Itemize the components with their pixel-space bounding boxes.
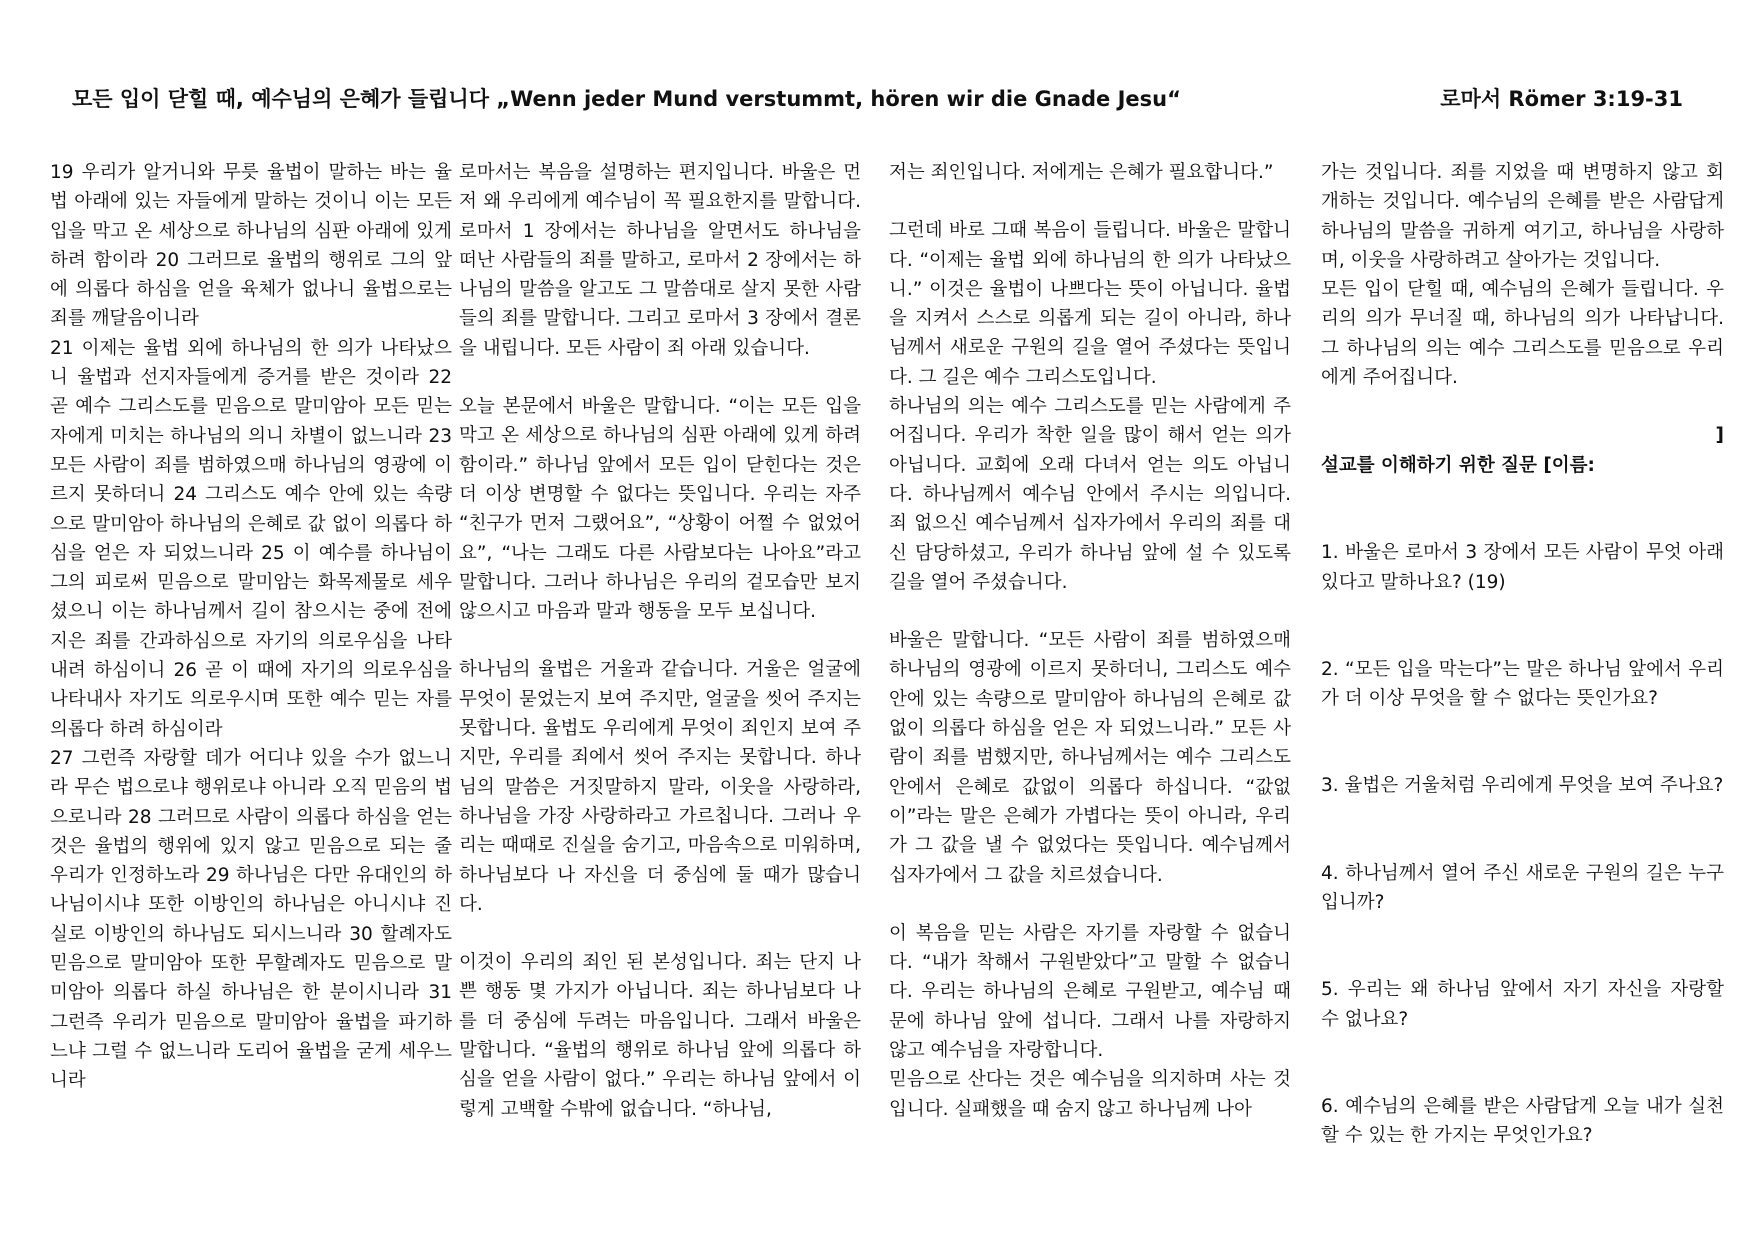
- paragraph-gap: [459, 626, 861, 655]
- question-item: 6. 예수님의 은혜를 받은 사람답게 오늘 내가 실천할 수 있는 한 가지는 무엇인가요?: [1321, 1095, 1724, 1147]
- question-item: 1. 바울은 로마서 3 장에서 모든 사람이 무엇 아래 있다고 말하나요? (19): [1321, 542, 1724, 593]
- sermon-paragraph: 바울은 말합니다. “모든 사람이 죄를 범하였으매 하나님의 영광에 이르지 못하더니, 그리스도 예수 안에 있는 속량으로 말미암아 하나님의 은혜로 값없이 의롭다 하심을 얻은 자 되었느니라.” 모든 사람이 죄를 범했지만, 하나님께서는 예수 그리스도 안에서 은혜로 값없이 의롭다 하십니다. “값없이”라는 말은 은혜가 가볍다는 뜻이 아니라, 우리가 그 값을 낼 수 없었다는 뜻입니다. 예수님께서 십자가에서 그 값을 치르셨습니다.: [889, 630, 1291, 886]
- paragraph-gap: [459, 363, 861, 392]
- scripture-column: [50, 158, 452, 1198]
- sermon-column-3: [1321, 158, 1724, 1198]
- sermon-paragraph: 모든 입이 닫힐 때, 예수님의 은혜가 들립니다. 우리의 의가 무너질 때, 하나님의 의가 나타납니다. 그 하나님의 의는 예수 그리스도를 믿음으로 우리에게 주어집니다.: [1321, 279, 1724, 389]
- paragraph-gap: [1321, 392, 1724, 421]
- scripture-paragraph: 21 이제는 율법 외에 하나님의 한 의가 나타났으니 율법과 선지자들에게 증거를 받은 것이라 22 곧 예수 그리스도를 믿음으로 말미암아 모든 믿는 자에게 미치는 하나님의 의니 차별이 없느니라 23 모든 사람이 죄를 범하였으매 하나님의 영광에 이르지 못하더니 24 그리스도 예수 안에 있는 속량으로 말미암아 하나님의 은혜로 값 없이 의롭다 하심을 얻은 자 되었느니라 25 이 예수를 하나님이 그의 피로써 믿음으로 말미암는 화목제물로 세우셨으니 이는 하나님께서 길이 참으시는 중에 전에 지은 죄를 간과하심으로 자기의 의로우심을 나타내려 하심이니 26 곧 이 때에 자기의 의로우심을 나타내사 자기도 의로우시며 또한 예수 믿는 자를 의롭다 하려 하심이라: [50, 337, 452, 740]
- sermon-paragraph: 로마서는 복음을 설명하는 편지입니다. 바울은 먼저 왜 우리에게 예수님이 꼭 필요한지를 말합니다. 로마서 1 장에서는 하나님을 알면서도 하나님을 떠난 사람들의 죄를 말하고, 로마서 2 장에서는 하나님의 말씀을 알고도 그 말씀대로 살지 못한 사람들의 죄를 말합니다. 그리고 로마서 3 장에서 결론을 내립니다. 모든 사람이 죄 아래 있습니다.: [459, 162, 861, 359]
- answer-space: [1321, 1034, 1724, 1092]
- answer-space: [1321, 801, 1724, 859]
- question-item: 2. “모든 입을 막는다”는 말은 하나님 앞에서 우리가 더 이상 무엇을 할 수 없다는 뜻인가요?: [1321, 658, 1724, 710]
- question-item: 5. 우리는 왜 하나님 앞에서 자기 자신을 자랑할 수 없나요?: [1321, 979, 1724, 1030]
- paragraph-gap: [889, 890, 1291, 919]
- answer-space: [1321, 597, 1724, 655]
- scripture-reference: 로마서 Römer 3:19-31: [1440, 87, 1683, 111]
- sermon-column-1: [459, 158, 861, 1198]
- sermon-paragraph: 저는 죄인입니다. 저에게는 은혜가 필요합니다.”: [889, 162, 1274, 183]
- paragraph-gap: [459, 919, 861, 948]
- sermon-paragraph: 가는 것입니다. 죄를 지었을 때 변명하지 않고 회개하는 것입니다. 예수님의 은혜를 받은 사람답게 하나님의 말씀을 귀하게 여기고, 하나님을 사랑하며, 이웃을 사랑하려고 살아가는 것입니다.: [1321, 162, 1724, 271]
- sermon-paragraph: 오늘 본문에서 바울은 말합니다. “이는 모든 입을 막고 온 세상으로 하나님의 심판 아래에 있게 하려 함이라.” 하나님 앞에서 모든 입이 닫힌다는 것은 더 이상 변명할 수 없다는 뜻입니다. 우리는 자주 “친구가 먼저 그랬어요”, “상황이 어쩔 수 없었어요”, “나는 그래도 다른 사람보다는 나아요”라고 말합니다. 그러나 하나님은 우리의 겉모습만 보지 않으시고 마음과 말과 행동을 모두 보십니다.: [459, 396, 861, 623]
- paragraph-gap: [1321, 509, 1724, 538]
- name-bracket-end: ]: [1715, 425, 1724, 447]
- page-header: [72, 84, 1683, 114]
- paragraph-gap: [889, 187, 1291, 216]
- sermon-paragraph: 하나님의 율법은 거울과 같습니다. 거울은 얼굴에 무엇이 묻었는지 보여 주지만, 얼굴을 씻어 주지는 못합니다. 율법도 우리에게 무엇이 죄인지 보여 주지만, 우리를 죄에서 씻어 주지는 못합니다. 하나님의 말씀은 거짓말하지 말라, 이웃을 사랑하라, 하나님을 가장 사랑하라고 가르칩니다. 그러나 우리는 때때로 진실을 숨기고, 마음속으로 미워하며, 하나님보다 나 자신을 더 중심에 둘 때가 많습니다.: [459, 659, 861, 915]
- scripture-paragraph: 27 그런즉 자랑할 데가 어디냐 있을 수가 없느니라 무슨 법으로냐 행위로냐 아니라 오직 믿음의 법으로니라 28 그러므로 사람이 의롭다 하심을 얻는 것은 율법의 행위에 있지 않고 믿음으로 되는 줄 우리가 인정하노라 29 하나님은 다만 유대인의 하나님이시냐 또한 이방인의 하나님은 아니시냐 진실로 이방인의 하나님도 되시느니라 30 할례자도 믿음으로 말미암아 또한 무할례자도 믿음으로 말미암아 의롭다 하실 하나님은 한 분이시니라 31 그런즉 우리가 믿음으로 말미암아 율법을 파기하느냐 그럴 수 없느니라 도리어 율법을 굳게 세우느니라: [50, 747, 452, 1092]
- sermon-paragraph: 이 복음을 믿는 사람은 자기를 자랑할 수 없습니다. “내가 착해서 구원받았다”고 말할 수 없습니다. 우리는 하나님의 은혜로 구원받고, 예수님 때문에 하나님 앞에 섭니다. 그래서 나를 자랑하지 않고 예수님을 자랑합니다.: [889, 922, 1291, 1062]
- question-item: 4. 하나님께서 열어 주신 새로운 구원의 길은 누구입니까?: [1321, 862, 1724, 914]
- scripture-paragraph: 19 우리가 알거니와 무릇 율법이 말하는 바는 율법 아래에 있는 자들에게 말하는 것이니 이는 모든 입을 막고 온 세상으로 하나님의 심판 아래에 있게 하려 함이라 20 그러므로 율법의 행위로 그의 앞에 의롭다 하심을 얻을 육체가 없나니 율법으로는 죄를 깨달음이니라: [50, 162, 452, 330]
- question-item: 3. 율법은 거울처럼 우리에게 무엇을 보여 주나요?: [1321, 775, 1724, 797]
- sermon-paragraph: 믿음으로 산다는 것은 예수님을 의지하며 사는 것입니다. 실패했을 때 숨지 않고 하나님께 나아: [889, 1069, 1291, 1120]
- questions-heading-text: 설교를 이해하기 위한 질문 [이름:: [1321, 454, 1595, 476]
- paragraph-gap: [889, 597, 1291, 626]
- questions-heading: [1321, 421, 1724, 509]
- sermon-title: 모든 입이 닫힐 때, 예수님의 은혜가 들립니다 „Wenn jeder Mund verstummt, hören wir die Gnade Jesu“: [72, 87, 1181, 111]
- sermon-paragraph: 하나님의 의는 예수 그리스도를 믿는 사람에게 주어집니다. 우리가 착한 일을 많이 해서 얻는 의가 아닙니다. 교회에 오래 다녀서 얻는 의도 아닙니다. 하나님께서 예수님 안에서 주시는 의입니다. 죄 없으신 예수님께서 십자가에서 우리의 죄를 대신 담당하셨고, 우리가 하나님 앞에 설 수 있도록 길을 열어 주셨습니다.: [889, 396, 1291, 593]
- sermon-column-2: [889, 158, 1291, 1198]
- sermon-paragraph: 이것이 우리의 죄인 된 본성입니다. 죄는 단지 나쁜 행동 몇 가지가 아닙니다. 죄는 하나님보다 나를 더 중심에 두려는 마음입니다. 그래서 바울은 말합니다. “율법의 행위로 하나님 앞에 의롭다 하심을 얻을 사람이 없다.” 우리는 하나님 앞에서 이렇게 고백할 수밖에 없습니다. “하나님,: [459, 952, 861, 1120]
- answer-space: [1321, 917, 1724, 975]
- sermon-paragraph: 그런데 바로 그때 복음이 들립니다. 바울은 말합니다. “이제는 율법 외에 하나님의 한 의가 나타났으니.” 이것은 율법이 나쁘다는 뜻이 아닙니다. 율법을 지켜서 스스로 의롭게 되는 길이 아니라, 하나님께서 새로운 구원의 길을 열어 주셨다는 뜻입니다. 그 길은 예수 그리스도입니다.: [889, 220, 1291, 388]
- answer-space: [1321, 713, 1724, 771]
